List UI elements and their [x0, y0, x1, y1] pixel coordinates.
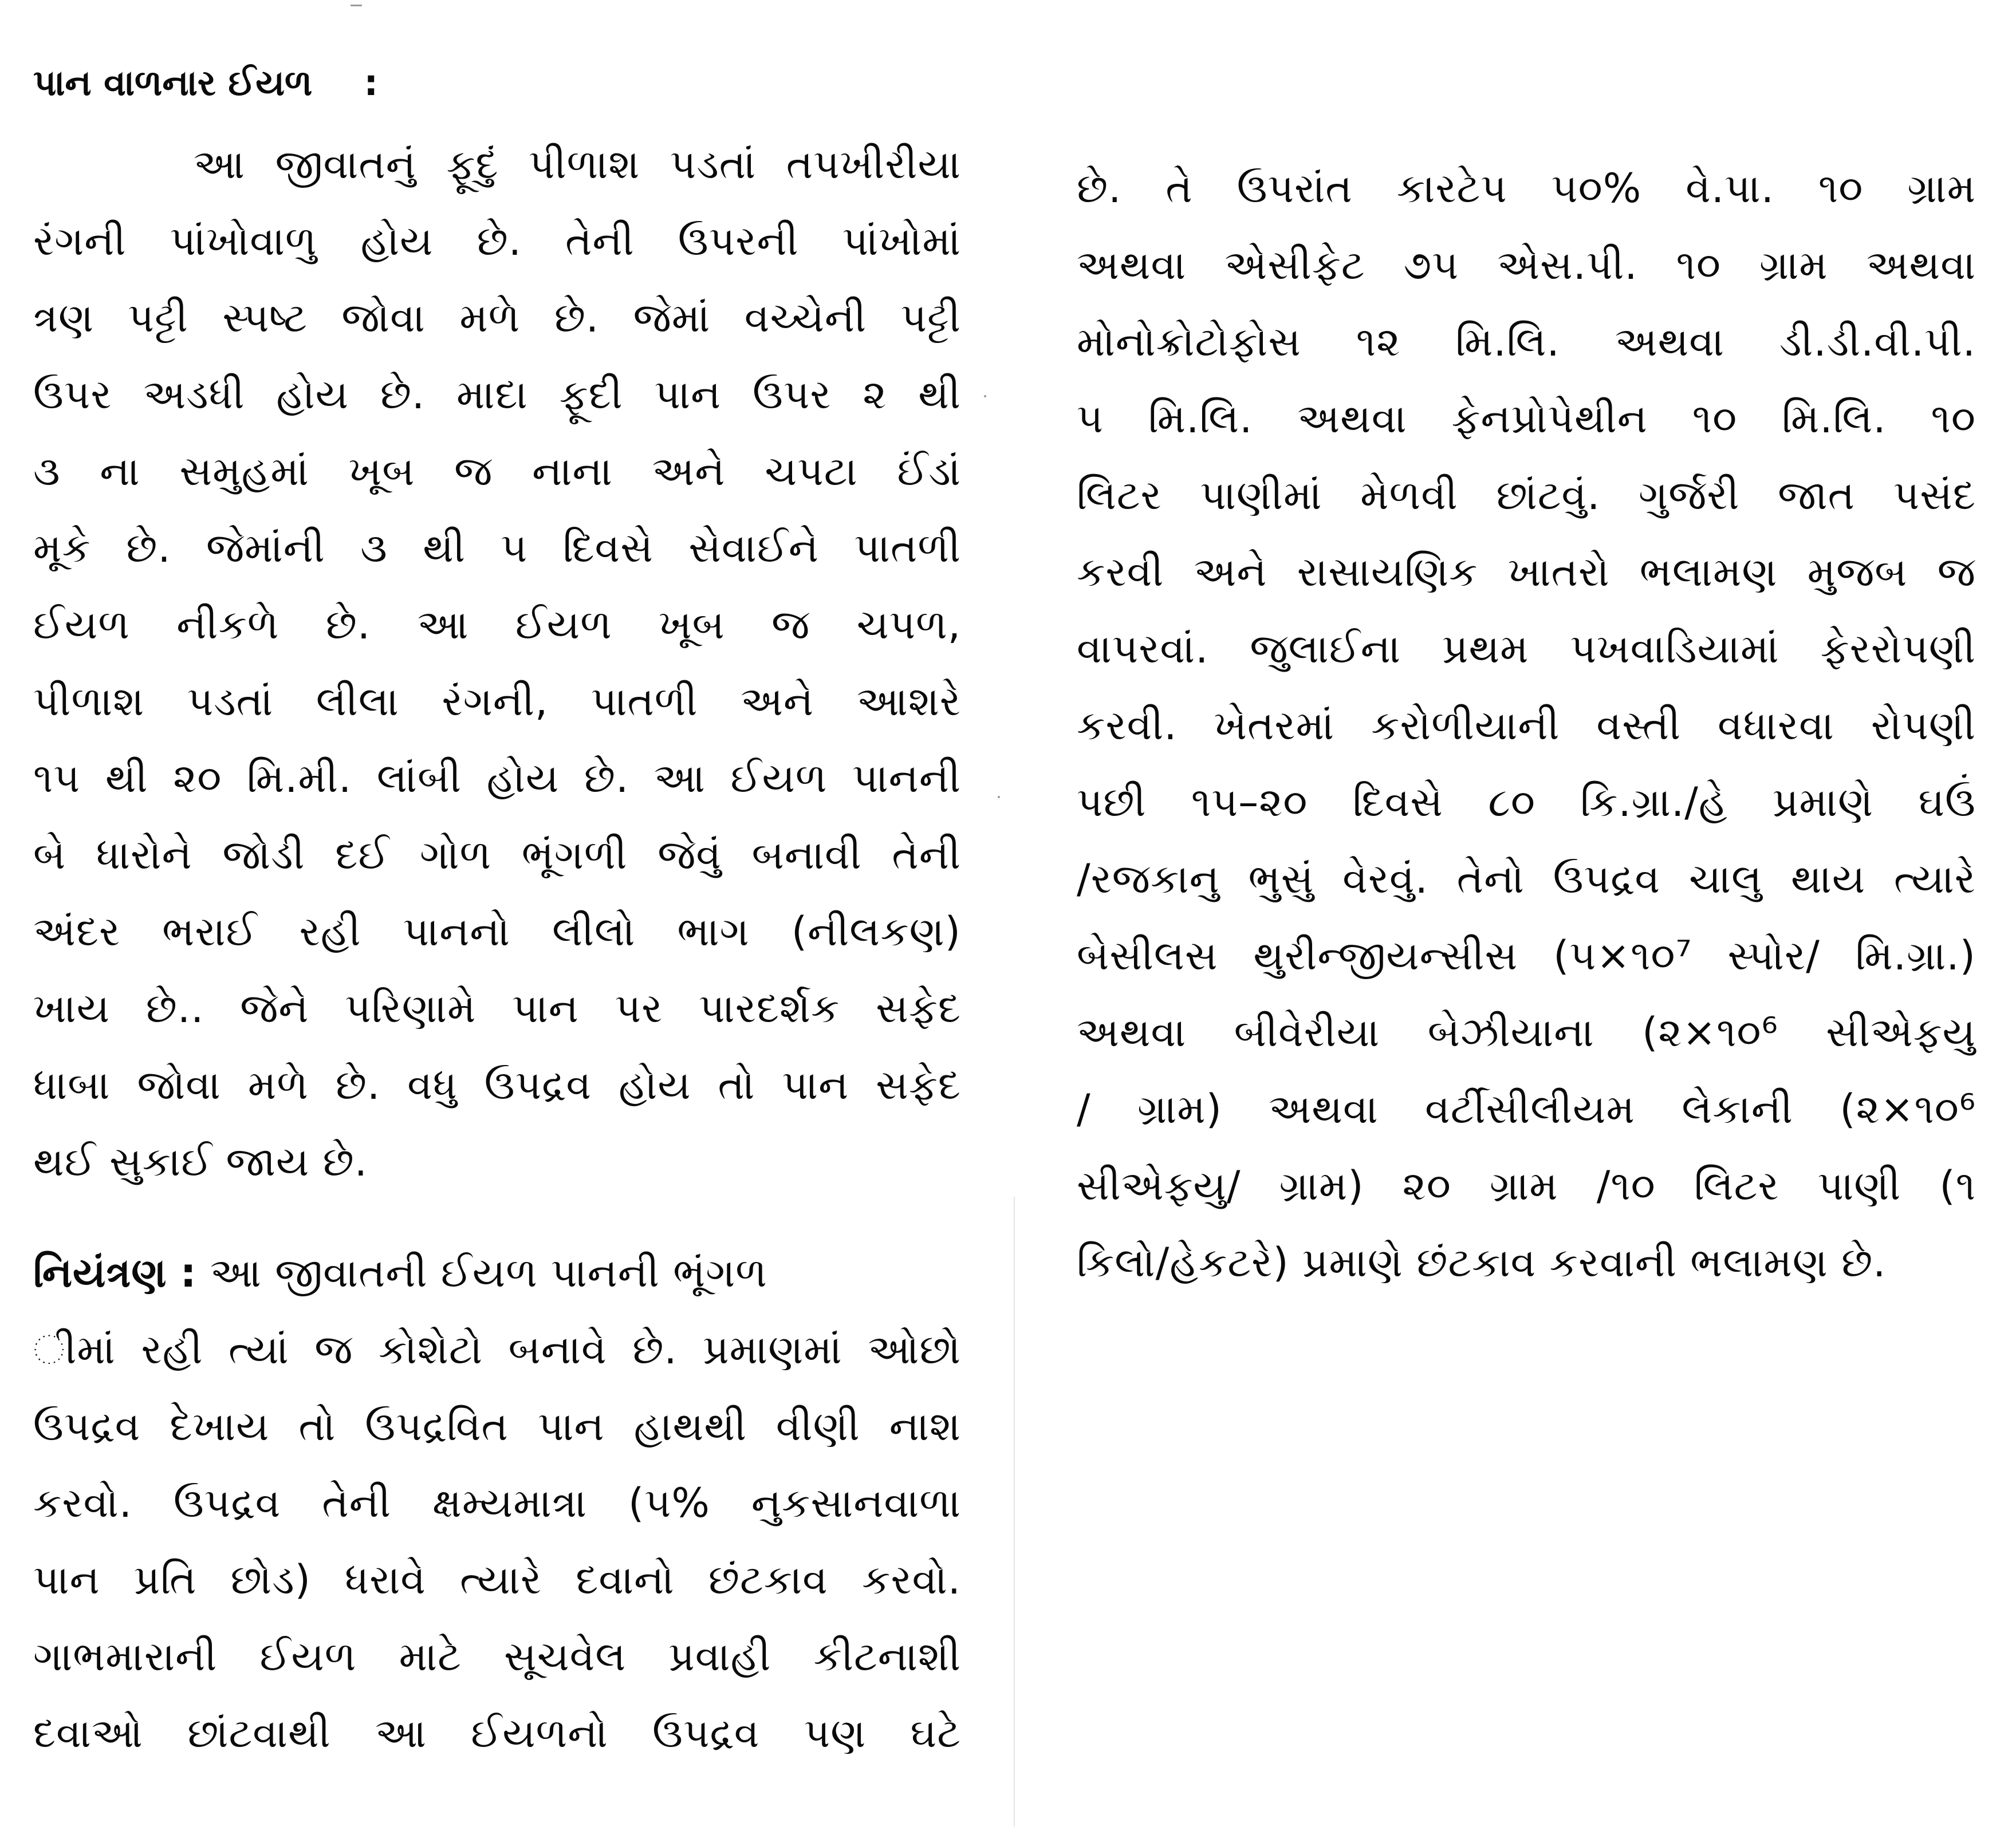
text-line: ધાબા જોવા મળે છે. વધુ ઉપદ્રવ હોય તો પાન સફેદ [33, 1062, 961, 1109]
text-line: આ જીવાતનું ફૂદું પીળાશ પડતાં તપખીરીયા [194, 141, 961, 188]
text-line: અથવા બીવેરીયા બેઝીયાના (૨×૧૦⁶ સીએફયુ [1077, 1009, 1976, 1056]
text-line: ીમાં રહી ત્યાં જ કોશેટો બનાવે છે. પ્રમાણમાં ઓછો [33, 1326, 961, 1373]
control-colon: : [180, 1249, 197, 1296]
gutter-shadow [1014, 1197, 1015, 1827]
control-label: નિયંત્રણ [33, 1249, 167, 1296]
control-paragraph [33, 1235, 961, 1772]
text-line: ઈયળ નીકળે છે. આ ઈયળ ખૂબ જ ચપળ, [33, 601, 961, 648]
right-column [1077, 150, 1976, 1301]
text-line: બેસીલસ થુરીન્જીયન્સીસ (૫×૧૦⁷ સ્પોર/ મિ.ગ્રા.) [1077, 932, 1976, 979]
control-first-text: આ જીવાતની ઈયળ પાનની ભૂંગળ [210, 1249, 767, 1296]
text-line: મોનોક્રોટોફોસ ૧૨ મિ.લિ. અથવા ડી.ડી.વી.પી. [1077, 318, 1976, 365]
text-line: કરવી. ખેતરમાં કરોળીયાની વસ્તી વધારવા રોપણી [1077, 702, 1976, 749]
control-first-line [33, 1235, 961, 1311]
text-line: ઉપર અડધી હોય છે. માદા ફૂદી પાન ઉપર ૨ થી [33, 371, 961, 418]
text-line: ૩ ના સમુહમાં ખૂબ જ નાના અને ચપટા ઈંડાં [33, 448, 961, 495]
left-column [33, 40, 961, 1772]
text-line: ખાય છે.. જેને પરિણામે પાન પર પારદર્શક સફેદ [33, 985, 961, 1032]
heading-colon: : [364, 62, 379, 104]
text-line: પછી ૧૫–૨૦ દિવસે ૮૦ કિ.ગ્રા./હે પ્રમાણે ઘઉં [1077, 779, 1976, 826]
text-line: થઈ સુકાઈ જાય છે. [33, 1138, 368, 1185]
description-paragraph [33, 126, 961, 1200]
section-heading [33, 40, 961, 126]
text-line: દવાઓ છાંટવાથી આ ઈયળનો ઉપદ્રવ પણ ઘટે [33, 1710, 961, 1757]
text-line: ઉપદ્રવ દેખાય તો ઉપદ્રવિત પાન હાથથી વીણી નાશ [33, 1403, 961, 1450]
scan-speck [998, 796, 1000, 798]
heading-title: પાન વાળનાર ઈયળ [33, 62, 313, 104]
scan-speck [351, 5, 362, 6]
text-line: ત્રણ પટ્ટી સ્પષ્ટ જોવા મળે છે. જેમાં વચ્ચેની પટ્ટી [33, 294, 961, 341]
text-line: વાપરવાં. જુલાઈના પ્રથમ પખવાડિયામાં ફેરરોપણી [1077, 625, 1976, 672]
text-line: ૫ મિ.લિ. અથવા ફેનપ્રોપેથીન ૧૦ મિ.લિ. ૧૦ [1077, 395, 1976, 442]
text-line: / ગ્રામ) અથવા વર્ટીસીલીયમ લેકાની (૨×૧૦⁶ [1077, 1086, 1976, 1133]
text-line: મૂકે છે. જેમાંની ૩ થી ૫ દિવસે સેવાઈને પાતળી [33, 524, 961, 571]
text-line: સીએફયુ/ ગ્રામ) ૨૦ ગ્રામ /૧૦ લિટર પાણી (૧ [1077, 1162, 1976, 1209]
text-line: /રજકાનુ ભુસું વેરવું. તેનો ઉપદ્રવ ચાલુ થાય ત્યારે [1077, 855, 1976, 902]
text-line: ૧૫ થી ૨૦ મિ.મી. લાંબી હોય છે. આ ઈયળ પાનની [33, 755, 961, 802]
text-line: છે. તે ઉપરાંત કારટેપ ૫૦% વે.પા. ૧૦ ગ્રામ [1077, 165, 1976, 212]
text-line: કરવી અને રાસાયણિક ખાતરો ભલામણ મુજબ જ [1077, 549, 1976, 595]
paragraph-gap [33, 1200, 961, 1235]
text-line: લિટર પાણીમાં મેળવી છાંટવું. ગુર્જરી જાત પસંદ [1077, 472, 1976, 519]
text-line: રંગની પાંખોવાળુ હોય છે. તેની ઉપરની પાંખોમાં [33, 218, 961, 265]
text-line: અથવા એસીફેટ ૭૫ એસ.પી. ૧૦ ગ્રામ અથવા [1077, 242, 1976, 289]
text-line: પાન પ્રતિ છોડ) ધરાવે ત્યારે દવાનો છંટકાવ કરવો. [33, 1556, 961, 1603]
text-line: કિલો/હેકટરે) પ્રમાણે છંટકાવ કરવાની ભલામણ છે. [1077, 1239, 1887, 1286]
text-line: અંદર ભરાઈ રહી પાનનો લીલો ભાગ (નીલકણ) [33, 908, 961, 955]
text-line: બે ધારોને જોડી દઈ ગોળ ભૂંગળી જેવું બનાવી તેની [33, 831, 961, 878]
scan-speck [984, 395, 986, 397]
text-line: પીળાશ પડતાં લીલા રંગની, પાતળી અને આશરે [33, 678, 961, 725]
text-line: ગાભમારાની ઈયળ માટે સૂચવેલ પ્રવાહી કીટનાશી [33, 1633, 961, 1680]
text-line: કરવો. ઉપદ્રવ તેની ક્ષમ્યમાત્રા (૫% નુકસાનવાળા [33, 1480, 961, 1527]
